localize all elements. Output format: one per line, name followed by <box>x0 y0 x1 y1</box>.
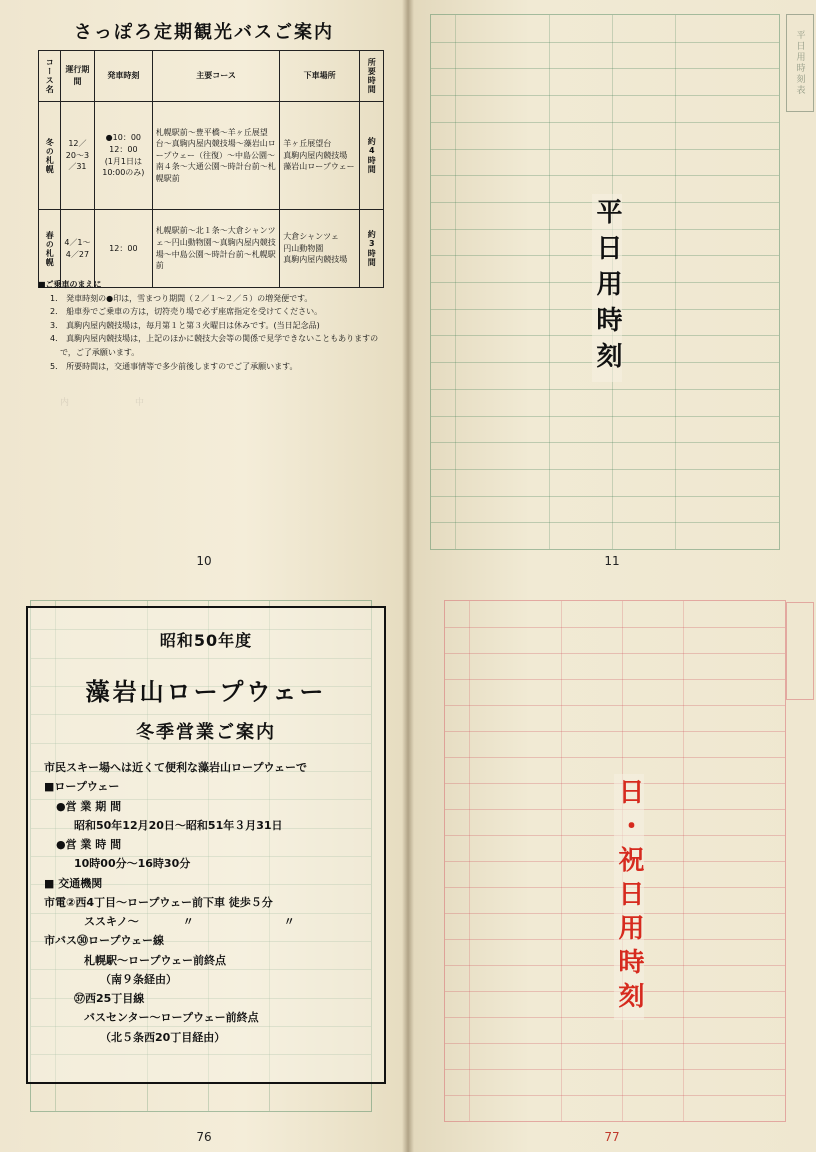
holiday-timetable-label: 日・祝日用時刻 <box>614 774 644 1020</box>
table-row <box>39 102 384 210</box>
section-transport: ■ 交通機関 <box>44 876 103 890</box>
header-route: 主要コース <box>152 51 280 102</box>
grid-row-line <box>445 653 785 654</box>
grid-row-line <box>431 175 779 176</box>
page-76 <box>0 576 408 1152</box>
book-gutter <box>402 0 414 576</box>
notice-body <box>44 758 374 1047</box>
hours-label: ●営 業 時 間 <box>56 838 122 851</box>
grid-row-line <box>445 1043 785 1044</box>
grid-row-line <box>431 95 779 96</box>
side-tab <box>786 602 814 700</box>
grid-row-line <box>445 679 785 680</box>
list-item: 5． 所要時間は，交通事情等で多少前後しますのでご了承願います。 <box>50 361 298 371</box>
main-route: 札幌駅前〜豊平橋〜羊ヶ丘展望台〜真駒内屋内競技場〜藻岩山ロープウェー（往復）〜中島公園〜南４条〜大通公園〜時計台前〜札幌駅前 <box>152 102 280 210</box>
page-77 <box>408 576 816 1152</box>
notice-subtitle: 冬季営業ご案内 <box>136 722 276 743</box>
bus-line-2: ㊲西25丁目線 <box>74 992 145 1005</box>
course-name: 冬の札幌 <box>39 102 61 210</box>
departure-time: 12：00 <box>94 210 152 288</box>
list-item: 2． 船車券でご乗車の方は，切符売り場で必ず座席指定を受けてください。 <box>50 307 323 317</box>
sightseeing-bus-table <box>38 50 384 288</box>
page-title: さっぽろ定期観光バスご案内 <box>74 22 334 43</box>
course-name: 春の札幌 <box>39 210 61 288</box>
notes-heading: ■ご乗車のまえに <box>38 280 102 289</box>
grid-row-line <box>445 1095 785 1096</box>
hours-value: 10時00分〜16時30分 <box>74 857 191 871</box>
tram-susukino: ススキノ〜 〃 〃 <box>84 915 295 928</box>
grid-row-line <box>445 1069 785 1070</box>
list-item: 3． 真駒内屋内競技場は，毎月第１と第３火曜日は休みです。(当日記念品) <box>50 320 320 330</box>
section-ropeway: ■ロープウェー <box>44 780 120 794</box>
bus-route-1: 札幌駅〜ロープウェー前終点 <box>84 953 227 967</box>
bus-route-2: バスセンター〜ロープウェー前終点 <box>84 1011 259 1025</box>
bus-line: 市バス㉚ロープウェー線 <box>44 934 165 948</box>
departure-time: ●10：00 12：00 (1月1日は10:00のみ) <box>94 102 152 210</box>
table-header-row <box>39 51 384 102</box>
header-departure: 発車時刻 <box>94 51 152 102</box>
page-number: 76 <box>196 1130 212 1144</box>
ropeway-name: 藻岩山ロープウェー <box>85 678 327 706</box>
duration: 約3時間 <box>359 210 383 288</box>
bottom-spread <box>0 576 816 1152</box>
drop-off-places: 大倉シャンツェ 円山動物園 真駒内屋内競技場 <box>280 210 360 288</box>
drop-off-places: 羊ヶ丘展望台 真駒内屋内競技場 藻岩山ロープウェー <box>280 102 360 210</box>
period-value: 昭和50年12月20日〜昭和51年３月31日 <box>74 818 283 832</box>
grid-row-line <box>431 389 779 390</box>
header-period: 運行期間 <box>60 51 94 102</box>
page-number: 77 <box>604 1130 620 1144</box>
intro-text: 市民スキー場へは近くて便利な藻岩山ロープウェーで <box>44 761 308 774</box>
header-stop: 下車場所 <box>280 51 360 102</box>
page-number: 11 <box>604 554 620 568</box>
grid-row-line <box>431 496 779 497</box>
grid-row-line <box>445 705 785 706</box>
grid-row-line <box>431 122 779 123</box>
print-through-text: 内 中 <box>60 398 151 408</box>
table-row <box>39 210 384 288</box>
grid-row-line <box>445 731 785 732</box>
list-item: 1． 発車時刻の●印は，雪まつり期間（２／１〜２／５）の増発便です。 <box>50 293 313 303</box>
grid-row-line <box>445 627 785 628</box>
operating-period: 4／1〜4／27 <box>60 210 94 288</box>
bus-route-2-via: （北５条西20丁目経由） <box>100 1030 226 1044</box>
operating-period: 12／20〜3／31 <box>60 102 94 210</box>
book-gutter <box>402 576 414 1152</box>
grid-row-line <box>431 469 779 470</box>
period-label: ●営 業 期 間 <box>56 799 122 813</box>
main-route: 札幌駅前〜北１条〜大倉シャンツェ〜円山動物園〜真駒内屋内競技場〜中島公園〜時計台前〜札幌駅前 <box>152 210 280 288</box>
notes-list <box>38 292 388 374</box>
grid-row-line <box>431 522 779 523</box>
boarding-notes <box>38 278 388 373</box>
page-10 <box>0 0 408 576</box>
weekday-timetable-label: 平日用時刻 <box>592 194 622 382</box>
tram-line: 市電②西4丁目〜ロープウェー前下車 徒歩５分 <box>44 895 273 909</box>
page-number: 10 <box>196 554 212 568</box>
fiscal-year: 昭和50年度 <box>159 631 253 650</box>
bus-route-1-via: （南９条経由） <box>100 972 177 986</box>
grid-row-line <box>431 149 779 150</box>
header-course: コース名 <box>39 51 61 102</box>
print-through-text <box>60 420 210 433</box>
list-item: 4． 真駒内屋内競技場は，上記のほかに競技大会等の関係で見学できないこともありますので，ご了承願います。 <box>50 334 379 357</box>
ropeway-notice-box <box>26 606 386 1084</box>
grid-row-line <box>445 757 785 758</box>
grid-row-line <box>431 416 779 417</box>
duration: 約4時間 <box>359 102 383 210</box>
side-tab: 平日用時刻表 <box>786 14 814 112</box>
grid-row-line <box>431 442 779 443</box>
grid-row-line <box>431 68 779 69</box>
header-duration: 所要時間 <box>359 51 383 102</box>
grid-row-line <box>431 42 779 43</box>
